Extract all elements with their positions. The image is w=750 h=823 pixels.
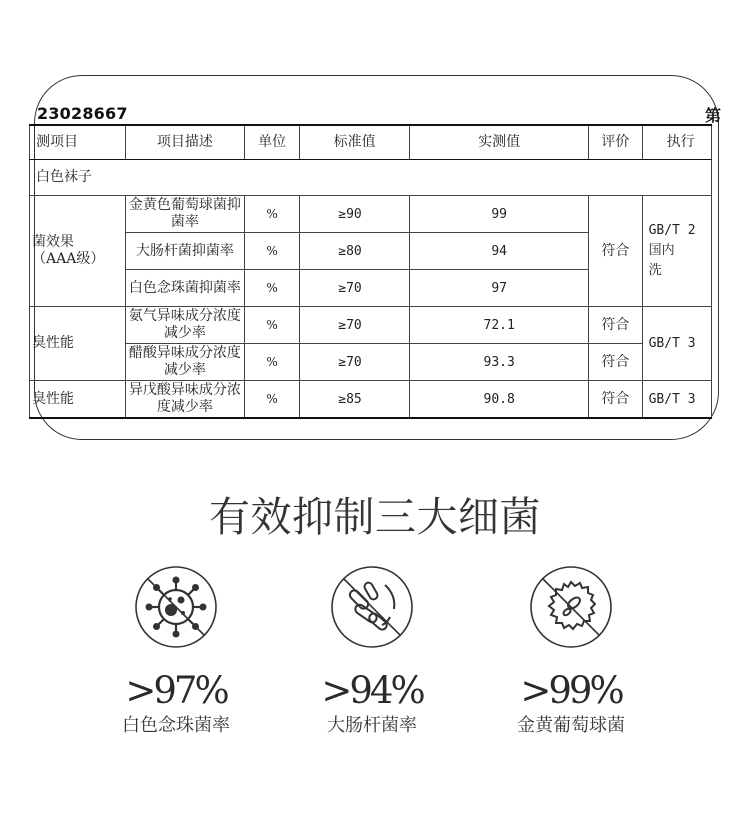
report-page-mark: 第 <box>705 106 722 125</box>
basis-antibacterial: GB/T 2 国内 洗 <box>642 196 711 307</box>
eval-acetic: 符合 <box>589 344 642 381</box>
row-measured: 97 <box>410 270 589 307</box>
header-desc: 项目描述 <box>125 125 244 160</box>
test-results-table <box>29 124 712 419</box>
table-row-sample <box>30 160 712 196</box>
group-antibacterial: 菌效果 （AAA级） <box>30 196 126 307</box>
row-standard: ≥70 <box>300 344 410 381</box>
row-desc: 大肠杆菌抑菌率 <box>125 233 244 270</box>
stat-ecoli <box>272 565 472 738</box>
row-unit: % <box>244 307 299 344</box>
table-row <box>30 196 712 233</box>
header-standard: 标准值 <box>300 125 410 160</box>
eval-isovaleric: 符合 <box>589 381 642 419</box>
table-row <box>30 381 712 419</box>
row-desc: 异戊酸异味成分浓度减少率 <box>125 381 244 419</box>
row-measured: 94 <box>410 233 589 270</box>
stat-value: >99% <box>520 669 622 712</box>
row-standard: ≥90 <box>300 196 410 233</box>
row-standard: ≥70 <box>300 270 410 307</box>
row-desc: 氨气异味成分浓度减少率 <box>125 307 244 344</box>
row-standard: ≥80 <box>300 233 410 270</box>
basis-deodor-2: GB/T 3 <box>642 381 711 419</box>
stat-candida <box>76 565 276 738</box>
header-measured: 实测值 <box>410 125 589 160</box>
report-number: 23028667 <box>37 104 128 123</box>
header-basis: 执行 <box>642 125 711 160</box>
row-unit: % <box>244 233 299 270</box>
row-desc: 金黄色葡萄球菌抑菌率 <box>125 196 244 233</box>
row-measured: 72.1 <box>410 307 589 344</box>
germ-icon <box>134 565 218 649</box>
stat-staph <box>471 565 671 738</box>
header-item: 测项目 <box>30 125 126 160</box>
header-unit: 单位 <box>244 125 299 160</box>
row-standard: ≥70 <box>300 307 410 344</box>
basis-deodor-1: GB/T 3 <box>642 307 711 381</box>
stat-label: 白色念珠菌率 <box>122 715 230 736</box>
row-unit: % <box>244 270 299 307</box>
row-measured: 90.8 <box>410 381 589 419</box>
section-title: 有效抑制三大细菌 <box>209 493 541 541</box>
eval-ammonia: 符合 <box>589 307 642 344</box>
row-desc: 醋酸异味成分浓度减少率 <box>125 344 244 381</box>
table-row <box>30 307 712 344</box>
stat-label: 大肠杆菌率 <box>327 715 417 736</box>
sample-name: 白色袜子 <box>30 160 712 196</box>
row-unit: % <box>244 196 299 233</box>
stat-value: >97% <box>125 669 227 712</box>
group-deodor-2: 臭性能 <box>30 381 126 419</box>
header-eval: 评价 <box>589 125 642 160</box>
test-report <box>32 76 722 439</box>
table-row <box>30 344 712 381</box>
row-unit: % <box>244 344 299 381</box>
row-unit: % <box>244 381 299 419</box>
stat-value: >94% <box>321 669 423 712</box>
bacilli-icon <box>330 565 414 649</box>
row-desc: 白色念珠菌抑菌率 <box>125 270 244 307</box>
cocci-icon <box>529 565 613 649</box>
row-standard: ≥85 <box>300 381 410 419</box>
table-header-row <box>30 125 712 160</box>
eval-antibacterial: 符合 <box>589 196 642 307</box>
stat-label: 金黄葡萄球菌 <box>517 715 625 736</box>
group-deodor-1: 臭性能 <box>30 307 126 381</box>
row-measured: 99 <box>410 196 589 233</box>
test-report-card <box>32 75 722 440</box>
row-measured: 93.3 <box>410 344 589 381</box>
